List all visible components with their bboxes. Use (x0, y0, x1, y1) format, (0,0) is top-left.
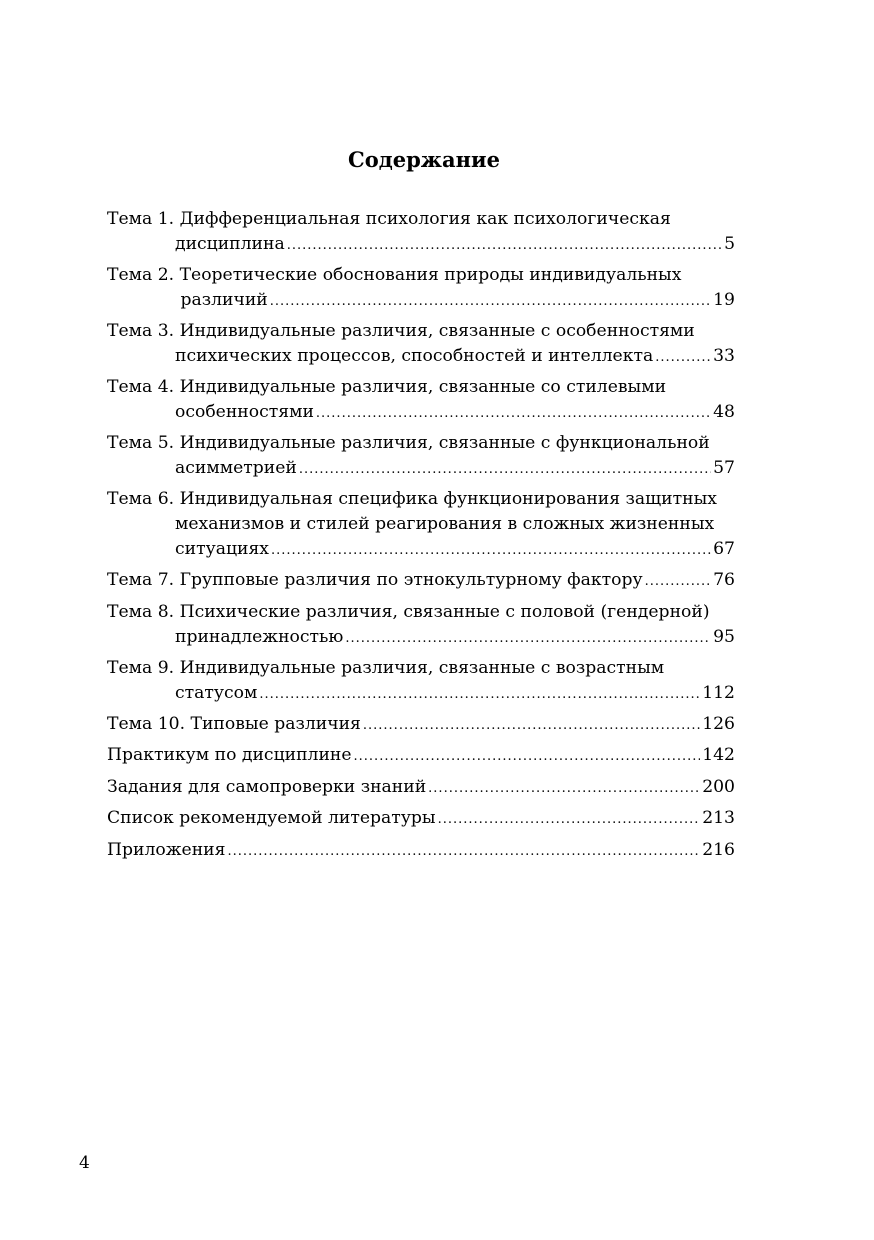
toc-entry-text: Тема 1. Дифференциальная психология как психологическая (107, 209, 671, 229)
toc-entry[interactable] (107, 656, 735, 706)
toc-entry[interactable] (107, 838, 735, 863)
toc-page-number: 19 (713, 290, 735, 310)
toc-entry[interactable] (107, 743, 735, 768)
toc-entry-text: Практикум по дисциплине (107, 745, 352, 765)
toc-entry[interactable] (107, 207, 735, 257)
toc-entry[interactable] (107, 712, 735, 737)
toc-entry-text: асимметрией (175, 458, 297, 478)
toc-page-number: 57 (713, 458, 735, 478)
page-number: 4 (79, 1153, 90, 1173)
toc-entry[interactable] (107, 806, 735, 831)
leader-dots (354, 744, 701, 769)
toc-page-number: 126 (702, 713, 735, 734)
toc-entry-text: Тема 6. Индивидуальная специфика функционирования защитных (107, 489, 717, 509)
toc-page-number: 213 (702, 808, 735, 828)
leader-dots (316, 401, 711, 426)
leader-dots (438, 807, 701, 832)
leader-dots (271, 538, 711, 563)
leader-dots (363, 713, 700, 738)
toc-entry-text: Тема 3. Индивидуальные различия, связанные с особенностями (107, 321, 695, 341)
toc-entry[interactable] (107, 431, 735, 481)
leader-dots (287, 233, 722, 258)
table-of-contents (107, 207, 735, 869)
leader-dots (345, 626, 711, 651)
leader-dots (428, 776, 700, 801)
toc-entry-text: дисциплина (175, 234, 285, 254)
toc-entry[interactable] (107, 600, 735, 650)
toc-entry-text: различий (175, 290, 268, 310)
toc-entry-text: Тема 4. Индивидуальные различия, связанные со стилевыми (107, 377, 667, 397)
toc-entry-text: Тема 8. Психические различия, связанные с половой (гендерной) (107, 601, 710, 622)
toc-entry[interactable] (107, 263, 735, 313)
toc-page-number: 95 (713, 626, 735, 647)
toc-entry[interactable] (107, 487, 735, 562)
toc-page-number: 142 (702, 745, 735, 765)
toc-page-number: 48 (713, 402, 735, 422)
toc-entry-text: Тема 5. Индивидуальные различия, связанные с функциональной (107, 433, 710, 453)
toc-entry[interactable] (107, 319, 735, 369)
toc-page-number: 67 (713, 539, 735, 559)
toc-entry-text: Задания для самопроверки знаний (107, 776, 427, 797)
toc-page-number: 76 (713, 570, 735, 590)
toc-entry-text: Приложения (107, 839, 226, 860)
toc-entry-text: Тема 9. Индивидуальные различия, связанные с возрастным (107, 657, 665, 678)
toc-entry-text: Тема 7. Групповые различия по этнокультурному фактору (107, 570, 643, 590)
toc-entry[interactable] (107, 568, 735, 593)
leader-dots (259, 682, 700, 707)
toc-entry-text: Список рекомендуемой литературы (107, 808, 436, 828)
toc-entry-text: особенностями (175, 402, 314, 422)
toc-entry[interactable] (107, 375, 735, 425)
toc-entry-text: Тема 10. Типовые различия (107, 713, 361, 734)
toc-entry-text: ситуациях (175, 539, 269, 559)
toc-page-number: 112 (702, 682, 735, 703)
toc-page-number: 216 (702, 839, 735, 860)
toc-page-number: 33 (713, 346, 735, 366)
toc-entry[interactable] (107, 775, 735, 800)
toc-page-number: 5 (724, 234, 735, 254)
leader-dots (655, 345, 711, 370)
leader-dots (270, 289, 711, 314)
toc-entry-text: психических процессов, способностей и интеллекта (175, 346, 654, 366)
toc-page-number: 200 (702, 776, 735, 797)
toc-entry-text: механизмов и стилей реагирования в сложных жизненных (175, 514, 715, 534)
toc-entry-text: принадлежностью (175, 626, 344, 647)
page-title: Содержание (348, 147, 500, 172)
toc-entry-text: статусом (175, 682, 258, 703)
leader-dots (299, 457, 711, 482)
leader-dots (227, 839, 700, 864)
leader-dots (645, 569, 712, 594)
toc-entry-text: Тема 2. Теоретические обоснования природы индивидуальных (107, 265, 682, 285)
